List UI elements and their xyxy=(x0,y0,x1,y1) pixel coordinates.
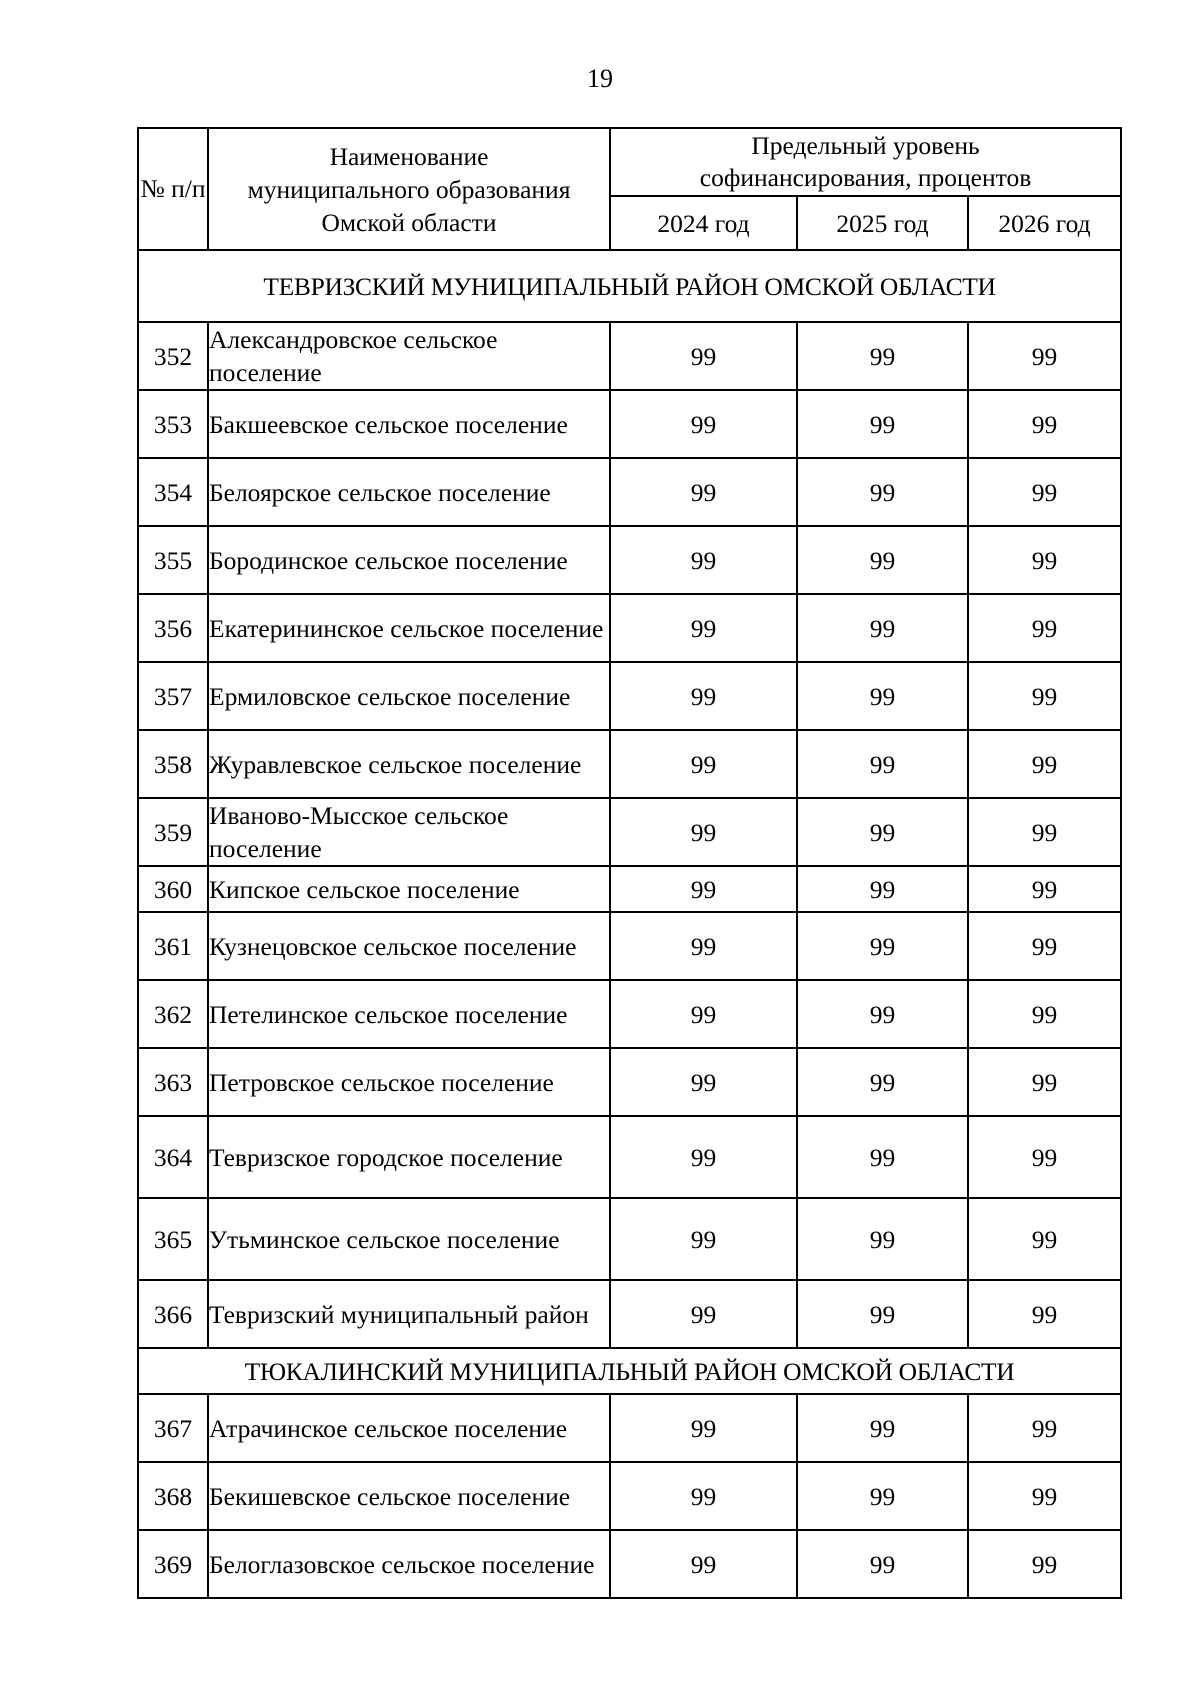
value-2025: 99 xyxy=(797,1394,968,1462)
value-2025: 99 xyxy=(797,1530,968,1598)
table-row xyxy=(138,798,1121,866)
table-row xyxy=(138,322,1121,390)
table-row xyxy=(138,1198,1121,1280)
table-row xyxy=(138,980,1121,1048)
header-name-line: Омской области xyxy=(321,207,497,237)
page-number: 19 xyxy=(587,64,613,93)
municipality-name: Петелинское сельское поселение xyxy=(208,980,610,1048)
value-2024: 99 xyxy=(610,1198,797,1280)
value-2024: 99 xyxy=(610,1280,797,1348)
row-number: 354 xyxy=(138,458,208,526)
section-header-row xyxy=(138,250,1121,322)
header-municipality-name xyxy=(208,128,610,250)
value-2026: 99 xyxy=(968,1048,1121,1116)
row-number: 359 xyxy=(138,798,208,866)
table-row xyxy=(138,390,1121,458)
value-2025: 99 xyxy=(797,866,968,912)
value-2024: 99 xyxy=(610,1530,797,1598)
section-title: ТЮКАЛИНСКИЙ МУНИЦИПАЛЬНЫЙ РАЙОН ОМСКОЙ ОБЛАСТИ xyxy=(138,1348,1121,1394)
value-2026: 99 xyxy=(968,662,1121,730)
row-number: 363 xyxy=(138,1048,208,1116)
value-2026: 99 xyxy=(968,912,1121,980)
value-2025: 99 xyxy=(797,1198,968,1280)
table-row xyxy=(138,1462,1121,1530)
value-2024: 99 xyxy=(610,322,797,390)
value-2025: 99 xyxy=(797,1048,968,1116)
municipality-name: Бородинское сельское поселение xyxy=(208,526,610,594)
row-number: 365 xyxy=(138,1198,208,1280)
municipality-name: Кузнецовское сельское поселение xyxy=(208,912,610,980)
header-name-line: Наименование xyxy=(329,141,489,171)
value-2026: 99 xyxy=(968,980,1121,1048)
row-number: 360 xyxy=(138,866,208,912)
header-limit-line: Предельный уровень xyxy=(751,131,980,160)
table-row xyxy=(138,730,1121,798)
value-2026: 99 xyxy=(968,730,1121,798)
value-2024: 99 xyxy=(610,1048,797,1116)
table-row xyxy=(138,662,1121,730)
municipality-name: Белоярское сельское поселение xyxy=(208,458,610,526)
value-2025: 99 xyxy=(797,662,968,730)
row-number: 368 xyxy=(138,1462,208,1530)
header-limit-line: софинансирования, процентов xyxy=(699,163,1032,192)
value-2024: 99 xyxy=(610,662,797,730)
table-row xyxy=(138,458,1121,526)
municipality-name: Журавлевское сельское поселение xyxy=(208,730,610,798)
value-2026: 99 xyxy=(968,526,1121,594)
row-number: 356 xyxy=(138,594,208,662)
value-2025: 99 xyxy=(797,322,968,390)
municipality-name: Атрачинское сельское поселение xyxy=(208,1394,610,1462)
table-row xyxy=(138,1530,1121,1598)
value-2025: 99 xyxy=(797,594,968,662)
header-year-2026: 2026 год xyxy=(968,196,1121,250)
municipality-name: Утьминское сельское поселение xyxy=(208,1198,610,1280)
row-number: 361 xyxy=(138,912,208,980)
value-2024: 99 xyxy=(610,980,797,1048)
municipality-name: Кипское сельское поселение xyxy=(208,866,610,912)
value-2024: 99 xyxy=(610,594,797,662)
header-year-2024: 2024 год xyxy=(610,196,797,250)
value-2026: 99 xyxy=(968,1462,1121,1530)
value-2026: 99 xyxy=(968,1530,1121,1598)
value-2024: 99 xyxy=(610,390,797,458)
row-number: 355 xyxy=(138,526,208,594)
value-2026: 99 xyxy=(968,1280,1121,1348)
municipality-name: Иваново-Мысское сельское поселение xyxy=(208,798,610,866)
value-2026: 99 xyxy=(968,1394,1121,1462)
value-2025: 99 xyxy=(797,1280,968,1348)
row-number: 362 xyxy=(138,980,208,1048)
municipality-name: Екатерининское сельское поселение xyxy=(208,594,610,662)
value-2026: 99 xyxy=(968,866,1121,912)
row-number: 364 xyxy=(138,1116,208,1198)
row-number: 357 xyxy=(138,662,208,730)
municipality-name: Петровское сельское поселение xyxy=(208,1048,610,1116)
municipality-name: Белоглазовское сельское поселение xyxy=(208,1530,610,1598)
value-2024: 99 xyxy=(610,526,797,594)
table-row xyxy=(138,1048,1121,1116)
cofinancing-table xyxy=(137,127,1122,1599)
value-2026: 99 xyxy=(968,798,1121,866)
value-2025: 99 xyxy=(797,458,968,526)
value-2024: 99 xyxy=(610,1394,797,1462)
value-2025: 99 xyxy=(797,730,968,798)
header-year-2025: 2025 год xyxy=(797,196,968,250)
header-cofinancing-limit xyxy=(610,128,1121,196)
value-2025: 99 xyxy=(797,798,968,866)
row-number: 367 xyxy=(138,1394,208,1462)
table-row xyxy=(138,912,1121,980)
municipality-name: Тевризский муниципальный район xyxy=(208,1280,610,1348)
table-row xyxy=(138,866,1121,912)
municipality-name: Бекишевское сельское поселение xyxy=(208,1462,610,1530)
value-2024: 99 xyxy=(610,1116,797,1198)
table-row xyxy=(138,594,1121,662)
value-2025: 99 xyxy=(797,980,968,1048)
value-2024: 99 xyxy=(610,798,797,866)
section-header-row xyxy=(138,1348,1121,1394)
table-row xyxy=(138,1394,1121,1462)
row-number: 369 xyxy=(138,1530,208,1598)
value-2025: 99 xyxy=(797,1462,968,1530)
value-2025: 99 xyxy=(797,526,968,594)
value-2026: 99 xyxy=(968,322,1121,390)
value-2026: 99 xyxy=(968,458,1121,526)
value-2026: 99 xyxy=(968,594,1121,662)
table-row xyxy=(138,1280,1121,1348)
section-title: ТЕВРИЗСКИЙ МУНИЦИПАЛЬНЫЙ РАЙОН ОМСКОЙ ОБЛАСТИ xyxy=(138,250,1121,322)
value-2026: 99 xyxy=(968,390,1121,458)
value-2026: 99 xyxy=(968,1116,1121,1198)
header-number: № п/п xyxy=(138,128,208,250)
table-row xyxy=(138,1116,1121,1198)
table-body xyxy=(138,250,1121,1598)
row-number: 353 xyxy=(138,390,208,458)
row-number: 358 xyxy=(138,730,208,798)
row-number: 352 xyxy=(138,322,208,390)
header-name-line: муниципального образования xyxy=(247,174,571,204)
value-2025: 99 xyxy=(797,390,968,458)
value-2026: 99 xyxy=(968,1198,1121,1280)
municipality-name: Бакшеевское сельское поселение xyxy=(208,390,610,458)
value-2024: 99 xyxy=(610,912,797,980)
municipality-name: Ермиловское сельское поселение xyxy=(208,662,610,730)
value-2024: 99 xyxy=(610,458,797,526)
value-2024: 99 xyxy=(610,866,797,912)
municipality-name: Александровское сельское поселение xyxy=(208,322,610,390)
value-2024: 99 xyxy=(610,730,797,798)
row-number: 366 xyxy=(138,1280,208,1348)
table-row xyxy=(138,526,1121,594)
value-2025: 99 xyxy=(797,912,968,980)
municipality-name: Тевризское городское поселение xyxy=(208,1116,610,1198)
value-2025: 99 xyxy=(797,1116,968,1198)
value-2024: 99 xyxy=(610,1462,797,1530)
